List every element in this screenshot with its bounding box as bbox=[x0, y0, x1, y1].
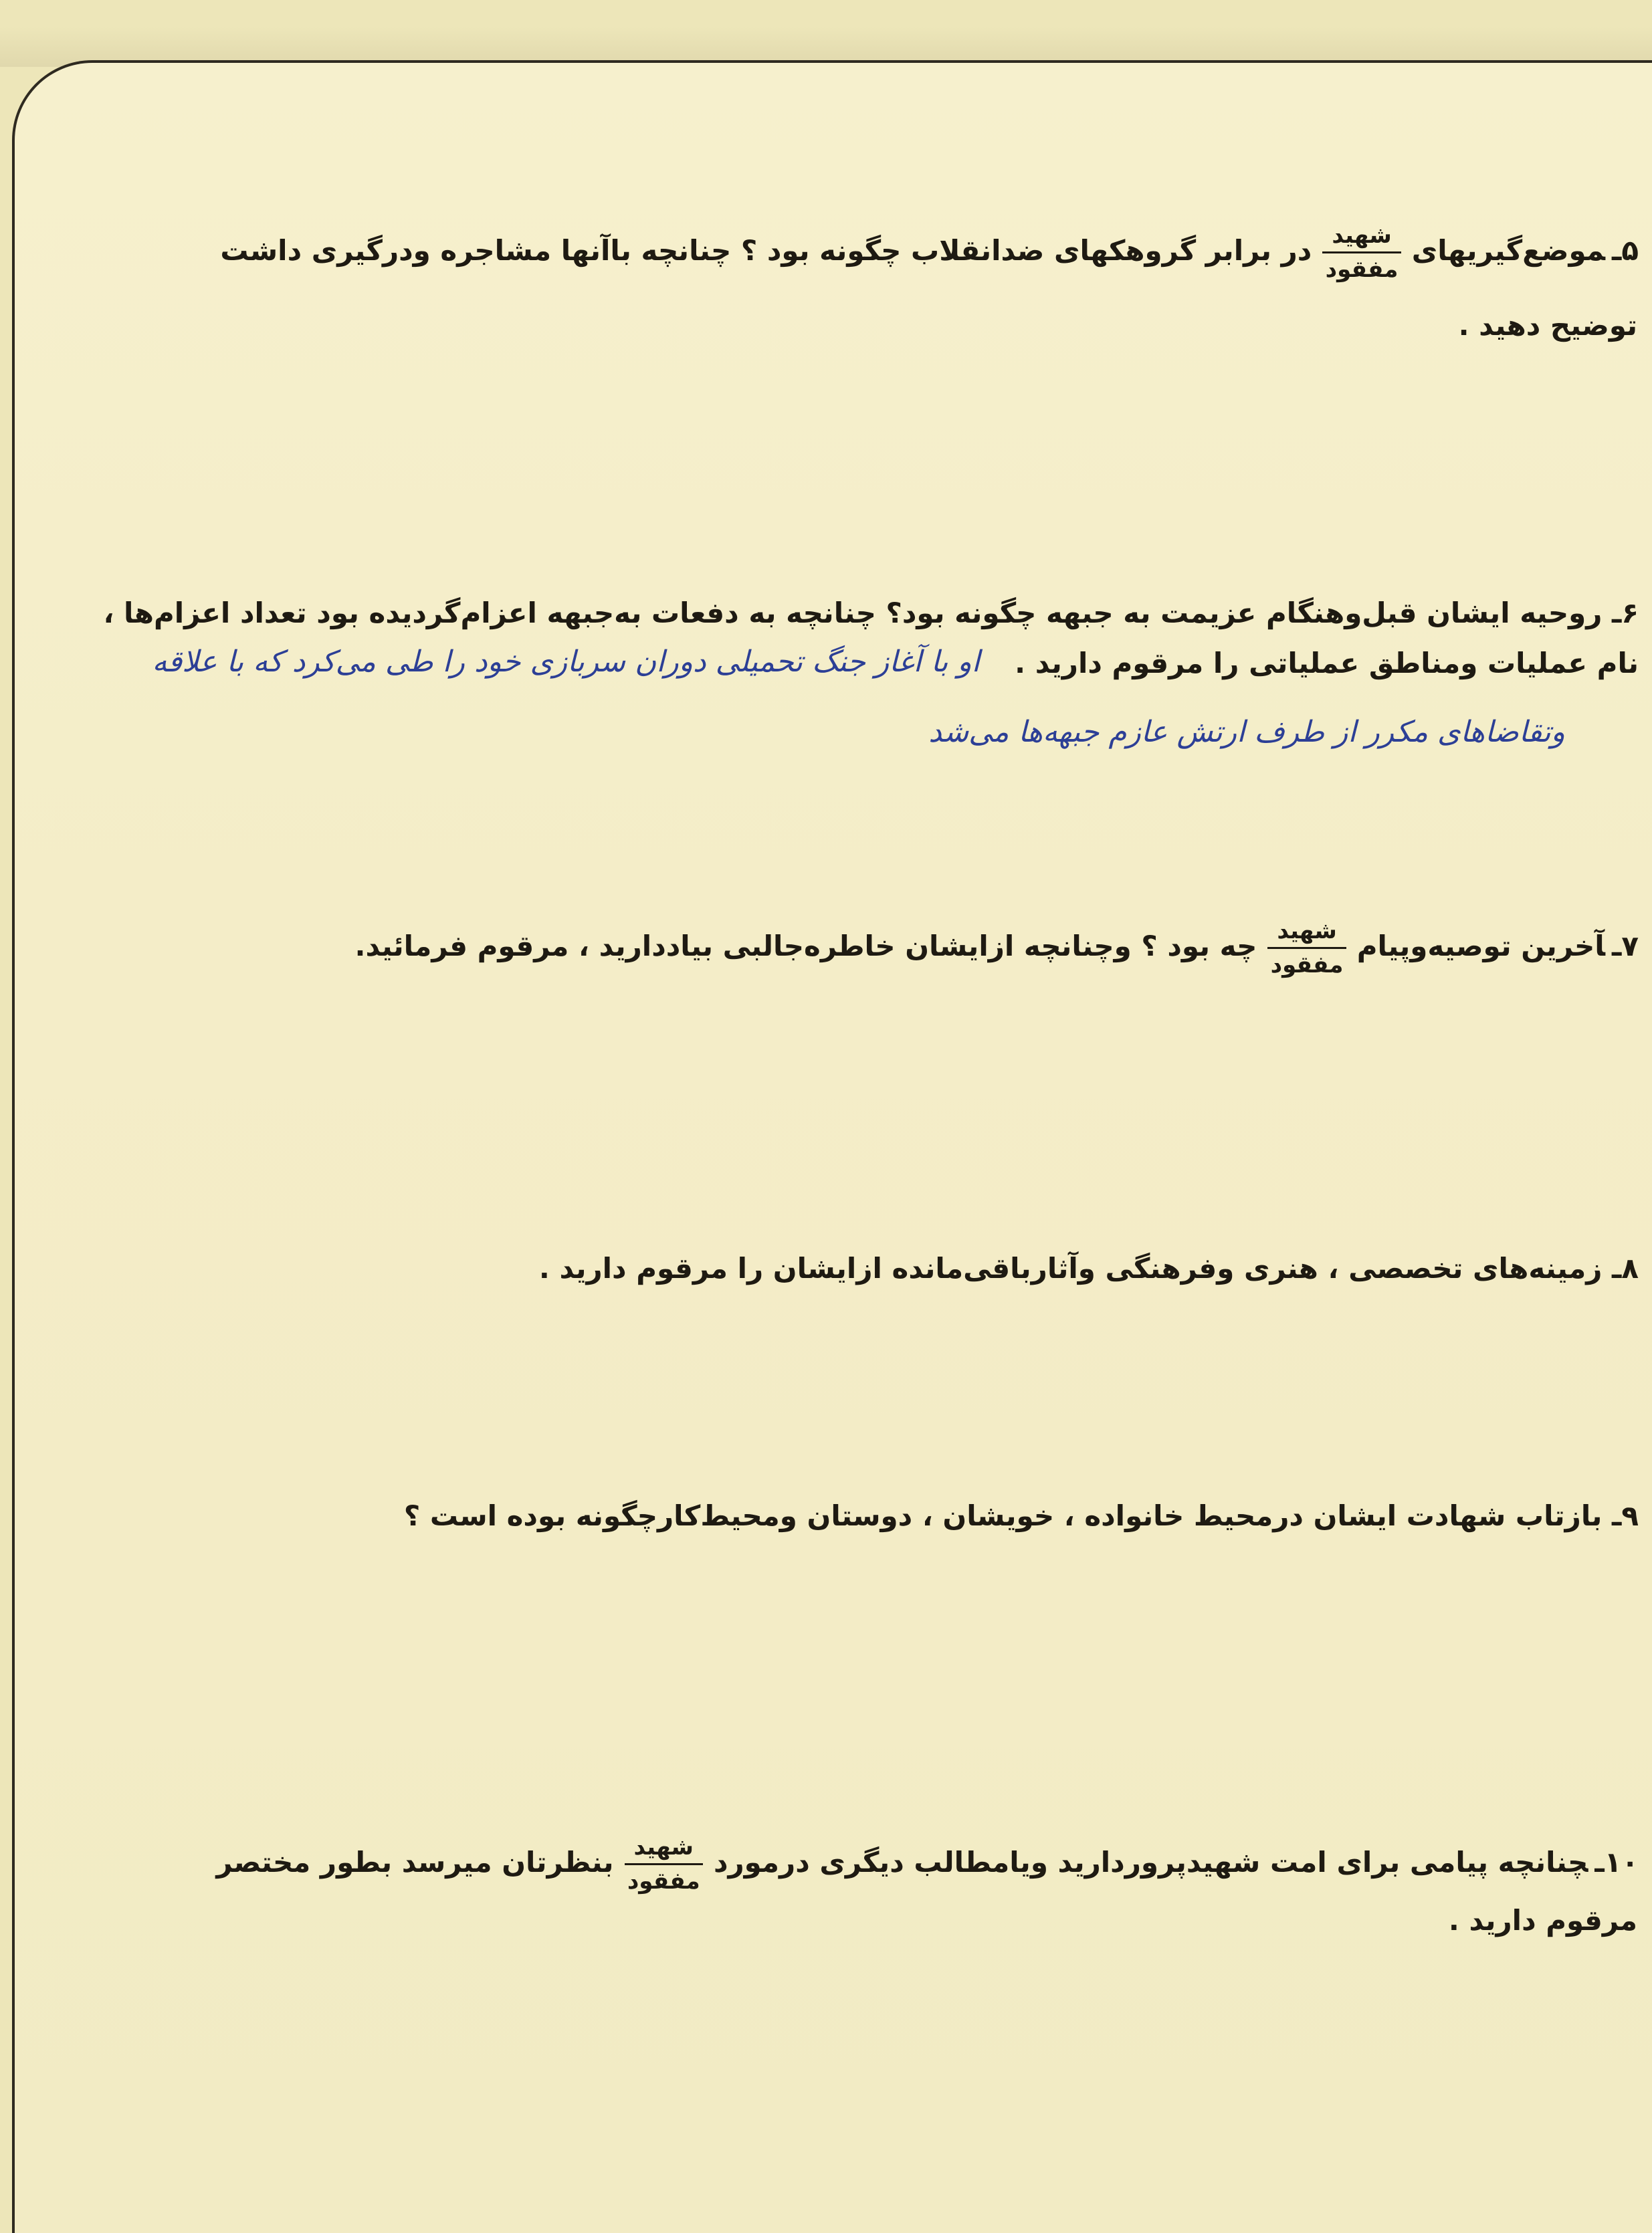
question-7-number: ۷ـ bbox=[1612, 930, 1639, 962]
fraction-missing: مفقود bbox=[1325, 256, 1399, 283]
question-7-text-end: چه بود ؟ وچنانچه ازایشان خاطره‌جالبی بیاددارید ، مرقوم فرمائید. bbox=[354, 930, 1257, 962]
question-10-fraction bbox=[625, 1832, 703, 1896]
question-10-text-start: چنانچه پیامی برای امت شهیدپروردارید ویامطالب دیگری درمورد bbox=[713, 1846, 1588, 1879]
question-8: ۸ـ زمینه‌های تخصصی ، هنری وفرهنگی وآثارباقی‌مانده ازایشان را مرقوم دارید . bbox=[538, 1252, 1639, 1285]
question-5-text-start: موضع‌گیریهای bbox=[1411, 234, 1605, 267]
question-9: ۹ـ بازتاب شهادت ایشان درمحیط خانواده ، خویشان ، دوستان ومحیط‌کارچگونه بوده است ؟ bbox=[403, 1499, 1639, 1532]
question-5 bbox=[220, 221, 1639, 284]
fraction-missing: مفقود bbox=[627, 1868, 700, 1895]
question-7 bbox=[354, 916, 1639, 980]
question-6-line-2: نام عملیات ومناطق عملیاتی را مرقوم دارید . bbox=[1015, 647, 1639, 679]
handwritten-answer-line-1: او با آغاز جنگ تحمیلی دوران سربازی خود را طی می‌کرد که با علاقه bbox=[152, 645, 980, 679]
fraction-missing: مفقود bbox=[1270, 952, 1344, 978]
question-7-text-start: آخرین توصیه‌وپیام bbox=[1356, 930, 1605, 962]
question-5-text-end: در برابر گروهکهای ضدانقلاب چگونه بود ؟ چنانچه باآنها مشاجره ودرگیری داشت bbox=[220, 234, 1312, 267]
question-5-number: ۵ـ bbox=[1612, 234, 1639, 267]
fraction-martyr: شهید bbox=[625, 1832, 703, 1865]
question-6-line-1: ۶ـ روحیه ایشان قبل‌وهنگام عزیمت به جبهه چگونه بود؟ چنانچه به دفعات به‌جبهه اعزام‌گردیده بود تعداد اعزام‌ها ، bbox=[103, 597, 1639, 629]
handwritten-answer-line-2: وتقاضاهای مکرر از طرف ارتش عازم جبهه‌ها می‌شد bbox=[928, 715, 1565, 749]
question-5-fraction bbox=[1322, 221, 1401, 284]
question-10-text-end: بنظرتان میرسد بطور مختصر bbox=[216, 1846, 614, 1879]
question-5-line-2: توضیح دهید . bbox=[1458, 309, 1637, 342]
question-10-number: ۱۰ـ bbox=[1594, 1846, 1639, 1879]
questionnaire-sheet bbox=[12, 60, 1652, 2233]
question-10-line-2: مرقوم دارید . bbox=[1448, 1904, 1637, 1937]
fraction-martyr: شهید bbox=[1322, 221, 1401, 253]
fraction-martyr: شهید bbox=[1267, 916, 1346, 949]
question-7-fraction bbox=[1267, 916, 1346, 980]
question-10 bbox=[216, 1832, 1639, 1896]
